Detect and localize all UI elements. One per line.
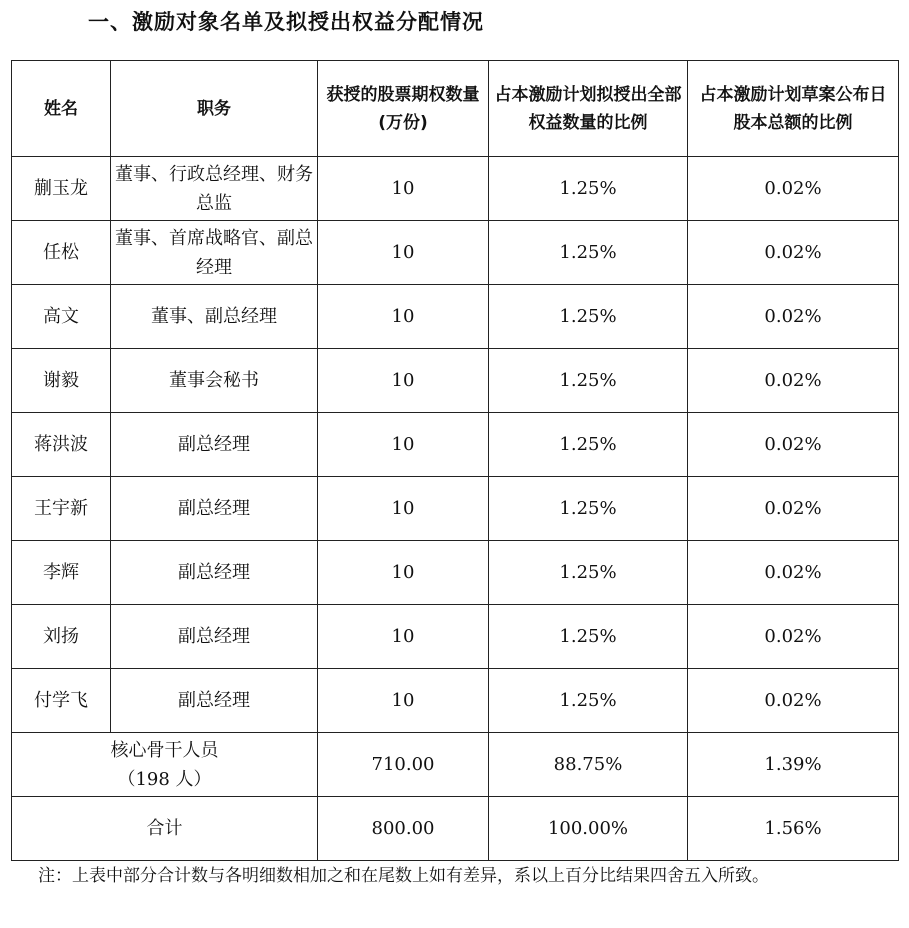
cell-quantity: 10 bbox=[318, 285, 489, 349]
core-staff-pct-capital: 1.39% bbox=[688, 733, 899, 797]
cell-name: 付学飞 bbox=[12, 669, 111, 733]
cell-position: 董事会秘书 bbox=[111, 349, 318, 413]
cell-name: 任松 bbox=[12, 221, 111, 285]
cell-position: 董事、行政总经理、财务总监 bbox=[111, 157, 318, 221]
cell-pct-grant: 1.25% bbox=[489, 349, 688, 413]
cell-pct-capital: 0.02% bbox=[688, 157, 899, 221]
core-staff-label bbox=[12, 733, 318, 797]
cell-name: 谢毅 bbox=[12, 349, 111, 413]
header-row bbox=[12, 61, 899, 157]
cell-position: 董事、首席战略官、副总经理 bbox=[111, 221, 318, 285]
core-staff-label-line2: （198 人） bbox=[117, 768, 212, 790]
cell-pct-capital: 0.02% bbox=[688, 349, 899, 413]
total-pct-capital: 1.56% bbox=[688, 797, 899, 861]
core-staff-label-line1: 核心骨干人员 bbox=[110, 739, 219, 761]
table-row bbox=[12, 221, 899, 285]
cell-pct-grant: 1.25% bbox=[489, 221, 688, 285]
header-pct-grant: 占本激励计划拟授出全部权益数量的比例 bbox=[489, 61, 688, 157]
header-name: 姓名 bbox=[12, 61, 111, 157]
section-title: 一、激励对象名单及拟授出权益分配情况 bbox=[88, 10, 484, 34]
cell-pct-capital: 0.02% bbox=[688, 477, 899, 541]
table-row bbox=[12, 413, 899, 477]
cell-quantity: 10 bbox=[318, 669, 489, 733]
table-row bbox=[12, 669, 899, 733]
header-quantity: 获授的股票期权数量(万份) bbox=[318, 61, 489, 157]
cell-quantity: 10 bbox=[318, 605, 489, 669]
footnote: 注：上表中部分合计数与各明细数相加之和在尾数上如有差异，系以上百分比结果四舍五入所致。 bbox=[38, 866, 769, 886]
cell-position: 董事、副总经理 bbox=[111, 285, 318, 349]
cell-pct-capital: 0.02% bbox=[688, 541, 899, 605]
cell-pct-capital: 0.02% bbox=[688, 669, 899, 733]
cell-quantity: 10 bbox=[318, 221, 489, 285]
cell-name: 刘扬 bbox=[12, 605, 111, 669]
core-staff-pct-grant: 88.75% bbox=[489, 733, 688, 797]
cell-quantity: 10 bbox=[318, 541, 489, 605]
cell-quantity: 10 bbox=[318, 477, 489, 541]
cell-name: 蒋洪波 bbox=[12, 413, 111, 477]
cell-name: 高文 bbox=[12, 285, 111, 349]
cell-quantity: 10 bbox=[318, 349, 489, 413]
cell-position: 副总经理 bbox=[111, 669, 318, 733]
cell-position: 副总经理 bbox=[111, 413, 318, 477]
cell-pct-grant: 1.25% bbox=[489, 157, 688, 221]
cell-pct-capital: 0.02% bbox=[688, 413, 899, 477]
cell-name: 蒯玉龙 bbox=[12, 157, 111, 221]
allocation-table bbox=[11, 60, 899, 861]
cell-quantity: 10 bbox=[318, 157, 489, 221]
core-staff-quantity: 710.00 bbox=[318, 733, 489, 797]
cell-pct-capital: 0.02% bbox=[688, 605, 899, 669]
table-row bbox=[12, 477, 899, 541]
total-quantity: 800.00 bbox=[318, 797, 489, 861]
cell-position: 副总经理 bbox=[111, 605, 318, 669]
cell-pct-grant: 1.25% bbox=[489, 413, 688, 477]
table-row bbox=[12, 157, 899, 221]
cell-name: 李辉 bbox=[12, 541, 111, 605]
core-staff-row bbox=[12, 733, 899, 797]
cell-position: 副总经理 bbox=[111, 477, 318, 541]
cell-pct-capital: 0.02% bbox=[688, 221, 899, 285]
cell-pct-grant: 1.25% bbox=[489, 541, 688, 605]
cell-position: 副总经理 bbox=[111, 541, 318, 605]
total-label: 合计 bbox=[12, 797, 318, 861]
cell-pct-capital: 0.02% bbox=[688, 285, 899, 349]
cell-quantity: 10 bbox=[318, 413, 489, 477]
table-row bbox=[12, 285, 899, 349]
cell-pct-grant: 1.25% bbox=[489, 477, 688, 541]
cell-pct-grant: 1.25% bbox=[489, 285, 688, 349]
header-pct-capital: 占本激励计划草案公布日股本总额的比例 bbox=[688, 61, 899, 157]
header-position: 职务 bbox=[111, 61, 318, 157]
total-row bbox=[12, 797, 899, 861]
cell-pct-grant: 1.25% bbox=[489, 669, 688, 733]
table-row bbox=[12, 605, 899, 669]
cell-name: 王宇新 bbox=[12, 477, 111, 541]
total-pct-grant: 100.00% bbox=[489, 797, 688, 861]
table-row bbox=[12, 541, 899, 605]
table-row bbox=[12, 349, 899, 413]
cell-pct-grant: 1.25% bbox=[489, 605, 688, 669]
